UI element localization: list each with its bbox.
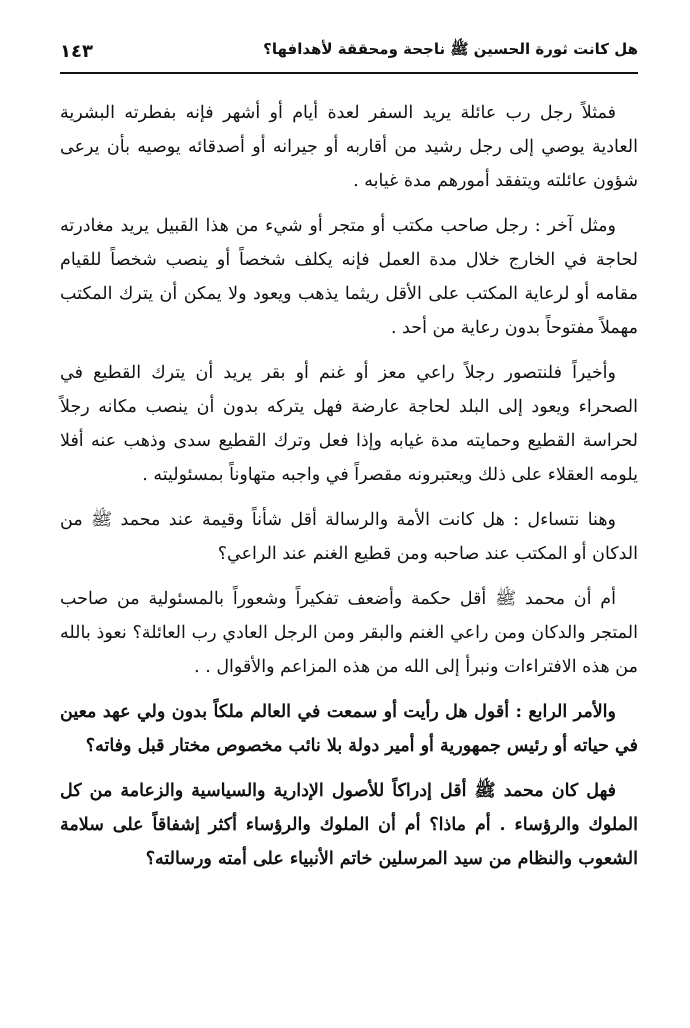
page-header	[60, 36, 638, 66]
paragraph-rhetorical: أم أن محمد ﷺ أقل حكمة وأضعف تفكيراً وشعوراً بالمسئولية من صاحب المتجر والدكان ومن راعي الغنم والبقر ومن الرجل العادي رب العائلة؟ نعوذ بالله من هذه الافتراءات ونبرأ إلى الله من هذه المزاعم والأقوال . .	[60, 589, 638, 677]
paragraph-fourth-point: والأمر الرابع : أقول هل رأيت أو سمعت في العالم ملكاً بدون ولي عهد معين في حياته أو رئيس جمهورية أو أمير دولة بلا نائب مخصوص مختار قبل وفاته؟	[60, 702, 638, 756]
paragraph-question: وهنا نتساءل : هل كانت الأمة والرسالة أقل شأناً وقيمة عند محمد ﷺ من الدكان أو المكتب عند صاحبه ومن قطيع الغنم عند الراعي؟	[60, 510, 638, 564]
page-number: ١٤٣	[60, 40, 93, 62]
paragraph-example-family: فمثلاً رجل رب عائلة يريد السفر لعدة أيام أو أشهر فإنه بفطرته البشرية العادية يوصي إلى رجل رشيد من أقاربه أو جيرانه أو أصدقائه يوصيه بأن يرعى شؤون عائلته ويتفقد أمورهم مدة غيابه .	[60, 103, 638, 191]
paragraph-example-shepherd: وأخيراً فلنتصور رجلاً راعي معز أو غنم أو بقر يريد أن يترك القطيع في الصحراء ويعود إلى البلد لحاجة عارضة فهل يتركه بدون أن ينصب مكانه رجلاً لحراسة القطيع وحمايته مدة غيابه وإذا فعل وترك القطيع سدى وذهب عنه أفلا يلومه العقلاء على ذلك ويعتبرونه مقصراً في واجبه متهاوناً بمسئوليته .	[60, 363, 638, 485]
body-text	[60, 96, 638, 887]
paragraph-example-office: ومثل آخر : رجل صاحب مكتب أو متجر أو شيء من هذا القبيل يريد مغادرته لحاجة في الخارج خلال مدة العمل فإنه يكلف شخصاً أو ينصب شخصاً للقيام مقامه أو لرعاية المكتب على الأقل ريثما يذهب ويعود ولا يمكن أن يترك المكتب مهملاً مفتوحاً بدون رعاية من أحد .	[60, 216, 638, 338]
paragraph-conclusion: فهل كان محمد ﷺ أقل إدراكاً للأصول الإدارية والسياسية والزعامة من كل الملوك والرؤساء . أم ماذا؟ أم أن الملوك والرؤساء أكثر إشفاقاً على سلامة الشعوب والنظام من سيد المرسلين خاتم الأنبياء على أمته ورسالته؟	[60, 781, 638, 869]
header-divider	[60, 72, 638, 74]
running-title: هل كانت ثورة الحسين ﷺ ناجحة ومحققة لأهدافها؟	[263, 40, 638, 58]
